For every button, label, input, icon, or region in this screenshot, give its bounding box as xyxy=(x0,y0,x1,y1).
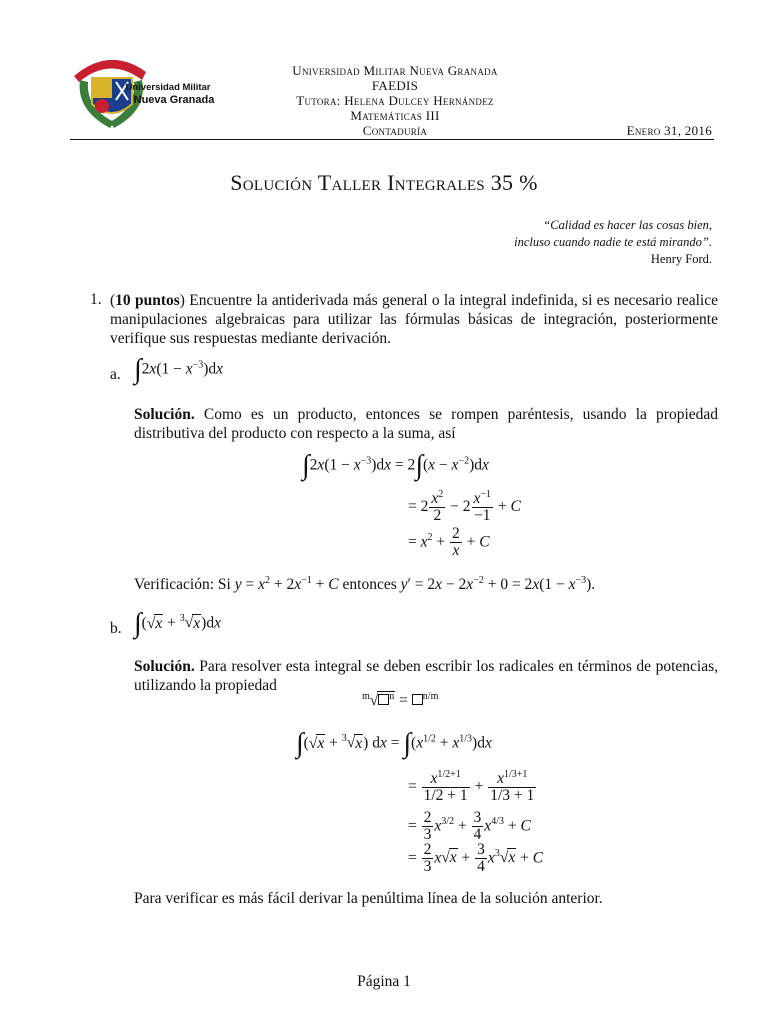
header-university: Universidad Militar Nueva Granada xyxy=(292,63,498,78)
problem-text: ) Encuentre la antiderivada más general o la integral indefinida, si es necesario realice manipulaciones algebraicas para utilizar las fórmulas básicas de integración, posteriormente verifique sus respuestas mediante derivación. xyxy=(110,292,718,347)
part-b-solution-label: Solución. xyxy=(134,658,195,675)
part-a-eq1: $\int 2x(1 - x^{-3})dx = 2\int(x - x^{-2})dx$ xyxy=(302,450,489,481)
part-b-solution xyxy=(134,657,718,695)
part-b-eq1: ∫(√x + $^3$√x) dx = $\int(x^{1/2} + x^{1/3})dx$ xyxy=(296,728,492,759)
problem-statement: (10 puntos) Encuentre la antiderivada más general o la integral indefinida, si es necesario realice manipulaciones algebraicas para utilizar las fórmulas básicas de integración, posteriormente verifique sus respuestas mediante derivación. xyxy=(110,292,718,347)
header-tutor: Tutora: Helena Dulcey Hernández xyxy=(296,93,494,108)
quote-author: Henry Ford. xyxy=(650,252,712,266)
header-faculty: FAEDIS xyxy=(371,78,419,93)
logo-name-line1: Universidad Militar xyxy=(125,82,211,93)
part-a-eq3: = $x^2$ + $\frac{2}{x}$ + C xyxy=(408,525,490,560)
problem-points: 10 puntos xyxy=(115,292,180,309)
header-program: Contaduría xyxy=(362,123,428,138)
header-date: Enero 31, 2016 xyxy=(626,123,712,138)
part-b-closing: Para verificar es más fácil derivar la penúltima línea de la solución anterior. xyxy=(134,890,603,907)
part-a-verification: Verificación: Si $y = x^2 + 2x^{-1} + C$ entonces $y' = 2x - 2x^{-2} + 0 = 2x(1 - x^{-3})$. xyxy=(134,575,596,594)
part-a-solution-label: Solución. xyxy=(134,406,195,423)
quote-line1: “Calidad es hacer las cosas bien, xyxy=(543,218,712,232)
logo-name-line2: Nueva Granada xyxy=(133,94,215,106)
header-block xyxy=(250,63,540,138)
part-a-eq2: = 2 $\frac{x^2}{2}$ − 2 $\frac{x^{-1}}{-1}$ + C xyxy=(408,489,521,525)
part-a-label: a. xyxy=(110,366,121,383)
header-rule xyxy=(70,139,714,140)
part-a-solution xyxy=(134,405,718,443)
part-a-integral: $\int 2x(1 - x^{-3})dx$ xyxy=(134,354,224,385)
page-title: Solución Taller Integrales 35 % xyxy=(230,170,538,195)
part-b-eq3: = $\frac{2}{3}$ $x^{3/2}$ + $\frac{3}{4}$ $x^{4/3} + C$ xyxy=(408,809,531,844)
problem-number: 1. xyxy=(90,291,102,308)
part-a-solution-text: Como es un producto, entonces se rompen paréntesis, usando la propiedad distributiva del producto con respecto a la suma, así xyxy=(134,406,719,442)
university-crest-icon xyxy=(70,50,240,132)
part-b-integral: ∫(√x + $^3$√x)dx xyxy=(134,608,221,639)
part-b-label: b. xyxy=(110,620,122,637)
part-b-solution-text: Para resolver esta integral se deben escribir los radicales en términos de potencias, utilizando la propiedad xyxy=(134,658,718,694)
part-b-property: $^m$√ $^n$ = $^{n/m}$ xyxy=(362,691,439,710)
part-a-verification-prefix: Verificación: Si xyxy=(134,576,231,594)
page-number: Página 1 xyxy=(357,973,411,990)
epigraph xyxy=(514,217,712,268)
quote-line2: incluso cuando nadie te está mirando”. xyxy=(514,235,712,249)
header-course: Matemáticas III xyxy=(350,108,440,123)
part-b-eq2: = $\frac{x^{1/2+1}}{1/2 + 1}$ + $\frac{x^{1/3+1}}{1/3 + 1}$ xyxy=(408,769,535,805)
university-logo xyxy=(70,50,240,132)
part-b-eq4: = $\frac{2}{3}$ x√x + $\frac{3}{4}$ $x^3√x + C$ xyxy=(408,841,544,876)
